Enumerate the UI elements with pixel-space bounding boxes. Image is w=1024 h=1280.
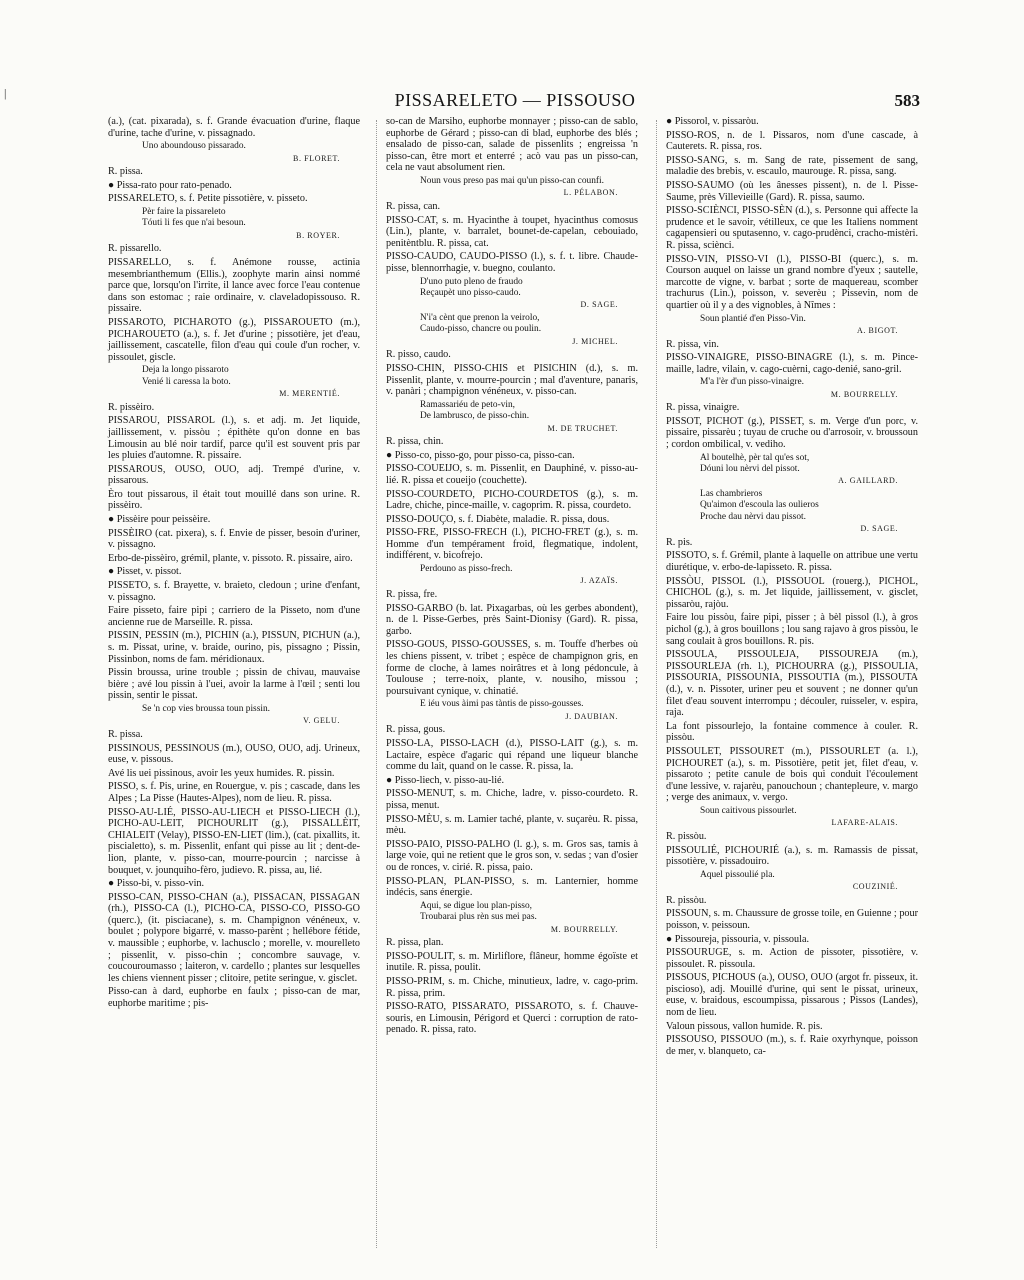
dictionary-entry: PISSÈIRO (cat. pixera), s. f. Envie de pisser, besoin d'uriner, v. pissagno. — [108, 527, 360, 551]
quotation-line: Reçaupèt uno pisso-caudo. — [420, 287, 521, 298]
dictionary-entry: R. pissa, vin. — [666, 338, 719, 350]
quotation-author: D. SAGE. — [580, 300, 618, 310]
quotation-line: Ramassariéu de peto-vin, — [420, 399, 516, 410]
dictionary-entry: Erbo-de-pissèiro, grémil, plante, v. pissoto. R. pissaire, airo. — [108, 552, 353, 564]
quotation-line: Deja la longo pissaroto — [142, 365, 229, 376]
page-number: 583 — [894, 91, 920, 110]
quotation-line: Noun vous preso pas mai qu'un pisso-can counfi. — [420, 175, 604, 186]
dictionary-entry: PISSARELLO, s. f. Anémone rousse, actinia mesembrianthemum (Ellis.), zoophyte marin ainsi nommé parce que, lorsqu'on l'irrite, il lance avec force l'eau contenue dans son estomac ; raie ordinaire, v. claveladopissouso. R. pissaire. — [108, 256, 360, 315]
dictionary-entry: ● Pisso-bi, v. pisso-vin. — [108, 878, 205, 890]
quotation-line: Qu'aimon d'escoula las oulieros — [700, 500, 819, 511]
dictionary-entry: PISSO-DOUÇO, s. f. Diabète, maladie. R. pissa, dous. — [386, 513, 610, 525]
quotation-author: J. MICHEL. — [572, 336, 618, 346]
dictionary-entry: PISSAROUS, OUSO, OUO, adj. Trempé d'urine, v. pissarous. — [108, 463, 360, 487]
dictionary-entry: R. pissa. — [108, 728, 143, 740]
quotation-author: J. DAUBIAN. — [565, 711, 618, 721]
dictionary-entry: ● Pisso-co, pisso-go, pour pisso-ca, pisso-can. — [386, 449, 575, 461]
dictionary-entry: PISSO-CHIN, PISSO-CHIS et PISICHIN (d.), s. m. Pissenlit, plante, v. mourre-pourcin ; mal d'aventure, panaris, v. panàri ; champignon vénéneux, v. pisso-can. — [386, 362, 638, 398]
dictionary-entry: PISSO-AU-LIÉ, PISSO-AU-LIECH et PISSO-LIECH (l.), PICHO-AU-LEIT, PICHOURLIT (g.), PISSALLÈIT, CHIALEIT (Velay), PISSO-EN-LIET (lim.), (cat. pixallits, it. piscialetto), s. m. Pissenlit, enfant qui pisse au lit ; dent-de-lion, plante, v. pisso-can, mourre-pourcin ; narcisse à bouquet, v. jounquiho-fèro, judievo. R. pissa, au, lié. — [108, 806, 360, 876]
dictionary-column-2 — [386, 116, 638, 1038]
dictionary-entry: ● Pissa-rato pour rato-penado. — [108, 179, 232, 191]
quotation-line: Aquel pissoulié pla. — [700, 869, 775, 880]
quotation-line: Soun plantié d'en Pisso-Vin. — [700, 313, 806, 324]
quotation-line: Troubarai plus rèn sus mei pas. — [420, 912, 537, 923]
dictionary-column-1 — [108, 116, 360, 1012]
dictionary-entry: PISSO-CAUDO, CAUDO-PISSO (l.), s. f. t. libre. Chaude-pisse, blennorrhagie, v. buegno, coulanto. — [386, 251, 638, 274]
dictionary-entry: PISSO-POULIT, s. m. Mirliflore, flâneur, homme égoïste et inutile. R. pissa, poulit. — [386, 950, 638, 974]
dictionary-entry: Avé lis uei pissinous, avoir les yeux humides. R. pissin. — [108, 767, 335, 779]
dictionary-entry: PISSOULIÉ, PICHOURIÉ (a.), s. m. Ramassis de pissat, pissotière, v. pissadouiro. — [666, 844, 918, 868]
dictionary-entry: PISSO-CAT, s. m. Hyacinthe à toupet, hyacinthus comosus (Lin.), plante, v. barralet, bounet-de-capelan, cebouiado, penitèntblu. R. pissa, cat. — [386, 214, 638, 249]
quotation-author: B. FLORET. — [293, 153, 340, 163]
quotation-author: A. BIGOT. — [856, 325, 898, 335]
dictionary-entry: PISSOULA, PISSOULEJA, PISSOUREJA (m.), PISSOURLEJA (rh. l.), PICHOURRA (g.), PISSOULIA, PISSOURIA, PISSOUNIA, PISSOUTIA (m.), PISSOUTA (d.), v. n. Pissoter, uriner peu et souvent ; ne donner qu'un filet d'eau souvent interrompu ; découler, ruisseler, v. espira, raja. — [666, 649, 918, 719]
quotation-author: A. GAILLARD. — [838, 476, 898, 486]
dictionary-entry: PISSO-COUEIJO, s. m. Pissenlit, en Dauphiné, v. pisso-au-lié. R. pissa et coueijo (couchette). — [386, 463, 638, 486]
dictionary-entry: PISSARELETO, s. f. Petite pissotière, v. pisseto. — [108, 193, 308, 205]
quotation-author: M. DE TRUCHET. — [547, 423, 618, 433]
dictionary-entry: PISSO-GARBO (b. lat. Pixagarbas, où les gerbes abondent), n. de l. Pisse-Gerbes, près Saint-Dionisy (Gard). R. pissa, garbo. — [386, 602, 638, 637]
dictionary-entry: PISSO-VINAIGRE, PISSO-BINAGRE (l.), s. m. Pince-maille, ladre, vilain, v. cago-cuèrni, cago-denié, sano-gril. — [666, 352, 918, 375]
dictionary-entry: PISSO-COURDETO, PICHO-COURDETOS (g.), s. m. Ladre, chiche, pince-maille, v. cagoprim. R. pissa, courdeto. — [386, 488, 638, 512]
dictionary-entry: ● Pissèire pour peissèire. — [108, 514, 211, 526]
dictionary-entry: R. pissa, can. — [386, 200, 441, 212]
dictionary-entry: PISSIN, PESSIN (m.), PICHIN (a.), PISSUN, PICHUN (a.), s. m. Pissat, urine, v. braide, ourino, pis, pissagno ; Pissin, Pissinbon, noms de fam. méridionaux. — [108, 630, 360, 665]
dictionary-entry: PISSO-SAUMO (où les ânesses pissent), n. de l. Pisse-Saume, près Villevieille (Gard). R. pissa, saumo. — [666, 179, 918, 203]
quotation-author: LAFARE-ALAIS. — [831, 818, 898, 828]
column-rule — [656, 120, 657, 1248]
dictionary-entry: PISSO-PLAN, PLAN-PISSO, s. m. Lanternier, homme indécis, sans énergie. — [386, 875, 638, 899]
column-rule — [376, 120, 377, 1248]
dictionary-entry: R. pissa, gous. — [386, 724, 446, 736]
dictionary-entry: R. pissa, vinaigre. — [666, 402, 740, 414]
dictionary-entry: PISSOUS, PICHOUS (a.), OUSO, OUO (argot fr. pisseux, it. piscioso), adj. Mouillé d'urine, qui sent le pissat, urineux, euse, v. braidous, escoumpissa, pissarous ; Pissos (Landes), nom de lieu. — [666, 972, 918, 1019]
dictionary-entry: PISSO-GOUS, PISSO-GOUSSES, s. m. Touffe d'herbes où les chiens pissent, v. tribet ; espèce de champignon gris, en forme de cloche, à lames noirâtres et à long pédoncule, à Toulouse ; terre-noix, plante, v. nousiho, missou ; poursuivant cynique, v. chinatié. — [386, 639, 638, 697]
dictionary-entry: PISSETO, s. f. Brayette, v. braieto, cledoun ; urine d'enfant, v. pissagno. — [108, 580, 360, 603]
quotation-line: E iéu vous àimi pas tàntis de pisso-gousses. — [420, 699, 584, 710]
quotation-line: Soun caitivous pissourlet. — [700, 805, 797, 816]
dictionary-entry: ● Pissoureja, pissouria, v. pissoula. — [666, 933, 810, 945]
quotation-author: M. MERENTIÉ. — [279, 389, 340, 399]
dictionary-entry: PISSO-ROS, n. de l. Pissaros, nom d'une cascade, à Cauterets. R. pissa, ros. — [666, 129, 918, 153]
dictionary-entry: PISSINOUS, PESSINOUS (m.), OUSO, OUO, adj. Urineux, euse, v. pissous. — [108, 742, 360, 766]
dictionary-entry: R. pissa, fre. — [386, 589, 438, 601]
dictionary-entry: so-can de Marsiho, euphorbe monnayer ; pisso-can de sablo, euphorbe de Gérard ; pisso-can di blad, euphorbe des blés ; ensalado de pisso-can, salade de pissenlits ; engreissa 'n pisso-can, être mort et enterré ; acò vau pas un pisso-can, cela ne vaut absolument rien. — [386, 116, 638, 174]
dictionary-entry: ● Pisso-liech, v. pisso-au-lié. — [386, 774, 505, 786]
quotation-line: Pèr faire la pissareleto — [142, 206, 226, 217]
dictionary-entry: PISSAROTO, PICHAROTO (g.), PISSAROUETO (m.), PICHAROUETO (a.), s. f. Jet d'urine ; pissotière, jet d'eau, jaillissement, cascatelle, filon d'eau qui coule d'un rocher, v. pissoulet, giscle. — [108, 316, 360, 363]
quotation-line: N'i'a cènt que prenon la veirolo, — [420, 312, 540, 323]
dictionary-entry: PISSAROU, PISSAROL (l.), s. et adj. m. Jet liquide, jaillissement, v. pissòu ; épithète qu'on donne en bas Limousin au blé noir tardif, parce qu'il est souvent pris par les pluies d'automne. R. pissaire. — [108, 415, 360, 462]
quotation-line: Al boutelhè, pèr tal qu'es sot, — [700, 452, 810, 463]
running-header — [110, 90, 920, 112]
dictionary-entry: PISSO-VIN, PISSO-VI (l.), PISSO-BI (querc.), s. m. Courson auquel on laisse un grand nombre d'yeux ; sautelle, marcotte de vigne, v. barbat ; sorte de maquereau, scomber trachurus (Lin.), poisson, v. severèu ; Pissevin, nom de quartier où il y a des vignobles, à Nîmes : — [666, 253, 918, 311]
dictionary-entry: R. pis. — [666, 536, 693, 548]
running-title: PISSARELETO — PISSOUSO — [394, 90, 636, 110]
dictionary-entry: R. pissarello. — [108, 243, 162, 255]
quotation-line: De lambrusco, de pisso-chin. — [420, 411, 530, 422]
dictionary-entry: Faire lou pissòu, faire pipi, pisser ; à bèl pissol (l.), à gros pichol (g.), à gros bouillons ; lou sang rajavo à gros pissòu, le sang coulait à gros bouillons. R. pis. — [666, 612, 918, 647]
dictionary-entry: PISSOULET, PISSOURET (m.), PISSOURLET (a. l.), PICHOURET (a.), s. m. Pissotière, petit jet, filet d'eau, v. pissaroto ; petite canule de bois qui conduit l'écoulement d'une lessive, v. rajarèu, panouchoun ; chantepleure, v. margo ; verge des animaux, v. vergo. — [666, 745, 918, 804]
dictionary-entry: PISSO-MENUT, s. m. Chiche, ladre, v. pisso-courdeto. R. pissa, menut. — [386, 788, 638, 811]
quotation-author: B. ROYER. — [296, 230, 340, 240]
quotation-line: Proche dau nèrvi dau pissot. — [700, 511, 806, 522]
dictionary-entry: PISSO-FRE, PISSO-FRECH (l.), PICHO-FRET (g.), s. m. Homme d'un tempérament froid, flegmatique, indolent, indifférent, v. bicofrejo. — [386, 527, 638, 562]
quotation-line: Tóuti li fes que n'ai besoun. — [142, 218, 246, 229]
quotation-line: Caudo-pisso, chancre ou poulin. — [420, 324, 542, 335]
dictionary-entry: R. pissa. — [108, 166, 143, 178]
dictionary-entry: ● Pisset, v. pissot. — [108, 566, 182, 578]
quotation-line: Las chambrieros — [700, 489, 763, 500]
dictionary-entry: PISSO-MÈU, s. m. Lamier taché, plante, v. suçarèu. R. pissa, mèu. — [386, 813, 638, 837]
quotation-author: D. SAGE. — [860, 524, 898, 534]
page-edge-mark: | — [4, 86, 7, 100]
dictionary-entry: R. pissa, chin. — [386, 436, 444, 448]
quotation-author: M. BOURRELLY. — [830, 389, 898, 399]
dictionary-entry: PISSOURUGE, s. m. Action de pissoter, pissotière, v. pissoulet. R. pissoula. — [666, 947, 918, 970]
dictionary-entry: ● Pissorol, v. pissaròu. — [666, 116, 759, 127]
dictionary-entry: PISSO-SCIÈNCI, PISSO-SÈN (d.), s. Personne qui affecte la prudence et le savoir, vétilleux, ce que les Italiens nomment cagapensieri ou sputasenno, v. cago-prudènci, cracho-mistèri. R. pissa, sciènci. — [666, 205, 918, 251]
quotation-author: COUZINIÉ. — [852, 882, 898, 892]
quotation-author: V. GELU. — [303, 716, 340, 726]
quotation-line: Aqui, se digue lou plan-pisso, — [420, 900, 532, 911]
dictionary-entry: PISSO-PAIO, PISSO-PALHO (l. g.), s. m. Gros sas, tamis à large voie, qui ne retient que le gros son, v. sedas ; van d'osier ou de ronces, v. cirié. R. pissa, paio. — [386, 838, 638, 873]
dictionary-entry: R. pissòu. — [666, 830, 707, 842]
quotation-author: J. AZAÏS. — [580, 576, 618, 586]
dictionary-entry: PISSOUN, s. m. Chaussure de grosse toile, en Guienne ; pour poisson, v. peissoun. — [666, 908, 918, 931]
quotation-line: Dóuni lou nèrvi del pissot. — [700, 464, 800, 475]
quotation-author: M. BOURRELLY. — [550, 924, 618, 934]
quotation-line: Se 'n cop vies broussa toun pissin. — [142, 703, 270, 714]
quotation-line: Venié li caressa la boto. — [142, 376, 231, 387]
quotation-line: D'uno puto pleno de fraudo — [420, 276, 523, 287]
dictionary-entry: PISSOUSO, PISSOUO (m.), s. f. Raie oxyrhynque, poisson de mer, v. blanqueto, ca- — [666, 1034, 918, 1057]
dictionary-entry: PISSO, s. f. Pis, urine, en Rouergue, v. pis ; cascade, dans les Alpes ; La Pisse (Hautes-Alpes), nom de lieu. R. pissa. — [108, 781, 360, 804]
quotation-line: Uno aboundouso pissarado. — [142, 141, 246, 152]
dictionary-entry: PISSOTO, s. f. Grémil, plante à laquelle on attribue une vertu diurétique, v. erbo-de-lapisseto. R. pissa. — [666, 550, 918, 574]
dictionary-entry: PISSOT, PICHOT (g.), PISSET, s. m. Verge d'un porc, v. pissaire, pissarèu ; tuyau de cruche ou d'arrosoir, v. broussoun ; cordon ombilical, v. vediho. — [666, 415, 918, 451]
quotation-line: M'a l'èr d'un pisso-vinaigre. — [700, 377, 805, 388]
dictionary-entry: R. pissèiro. — [108, 401, 155, 413]
dictionary-entry: PISSO-SANG, s. m. Sang de rate, pissement de sang, maladie des brebis, v. escaulo, maurouge. R. pissa, sang. — [666, 154, 918, 178]
dictionary-entry: PISSÒU, PISSOL (l.), PISSOUOL (rouerg.), PICHOL, CHICHOL (g.), s. m. Jet liquide, jaillissement, v. gisclet, pissaròu, rajòu. — [666, 575, 918, 610]
dictionary-entry: (a.), (cat. pixarada), s. f. Grande évacuation d'urine, flaque d'urine, tache d'urine, v. pissagnado. — [108, 116, 360, 139]
quotation-author: L. PÉLABON. — [563, 188, 618, 198]
dictionary-entry: R. pisso, caudo. — [386, 349, 451, 361]
dictionary-entry: PISSO-PRIM, s. m. Chiche, minutieux, ladre, v. cago-prim. R. pissa, prim. — [386, 975, 638, 999]
dictionary-entry: Èro tout pissarous, il était tout mouillé dans son urine. R. pissèiro. — [108, 488, 360, 512]
dictionary-entry: R. pissa, plan. — [386, 937, 444, 949]
dictionary-entry: PISSO-CAN, PISSO-CHAN (a.), PISSACAN, PISSAGAN (rh.), PISSO-CA (l.), PICHO-CA, PISSO-CO, PISSO-GO (querc.), (it. pisciacane), s. m. Champignon vénéneux, v. boulet ; polypore bigarré, v. masso-parènt ; hellébore fétide, v. maussible ; euphorbe, v. lachusclo ; morelle, v. mourelleto ; pissenlit, v. pisso-chin ; concombre sauvage, v. coucouroumasso ; laiteron, v. cardello ; plantes sur lesquelles les chiens viennent pisser ; clitoire, petite seringue, v. gisclet. — [108, 891, 360, 984]
dictionary-entry: PISSO-LA, PISSO-LACH (d.), PISSO-LAIT (g.), s. m. Lactaire, espèce d'agaric qui répand une liqueur blanche comme du lait, quand on le casse. R. pissa, la. — [386, 738, 638, 773]
dictionary-entry: PISSO-RATO, PISSARATO, PISSAROTO, s. f. Chauve-souris, en Limousin, Périgord et Querci : corruption de rato-penado. R. pissa, rato. — [386, 1001, 638, 1036]
dictionary-entry: Pisso-can à dard, euphorbe en faulx ; pisso-can de mar, euphorbe maritime ; pis- — [108, 986, 360, 1010]
dictionary-entry: Valoun pissous, vallon humide. R. pis. — [666, 1020, 823, 1032]
quotation-line: Perdouno as pisso-frech. — [420, 564, 513, 575]
dictionary-entry: Faire pisseto, faire pipi ; carriero de la Pisseto, nom d'une ancienne rue de Marseille. R. pissa. — [108, 605, 360, 628]
dictionary-column-3 — [666, 116, 918, 1059]
dictionary-entry: La font pissourlejo, la fontaine commence à couler. R. pissòu. — [666, 720, 918, 744]
dictionary-entry: Pissin broussa, urine trouble ; pissin de chivau, mauvaise bière ; avé lou pissin à l'uei, avoir la larme à l'œil ; senti lou pissin, sentir le pissat. — [108, 667, 360, 702]
dictionary-entry: R. pissòu. — [666, 894, 707, 906]
